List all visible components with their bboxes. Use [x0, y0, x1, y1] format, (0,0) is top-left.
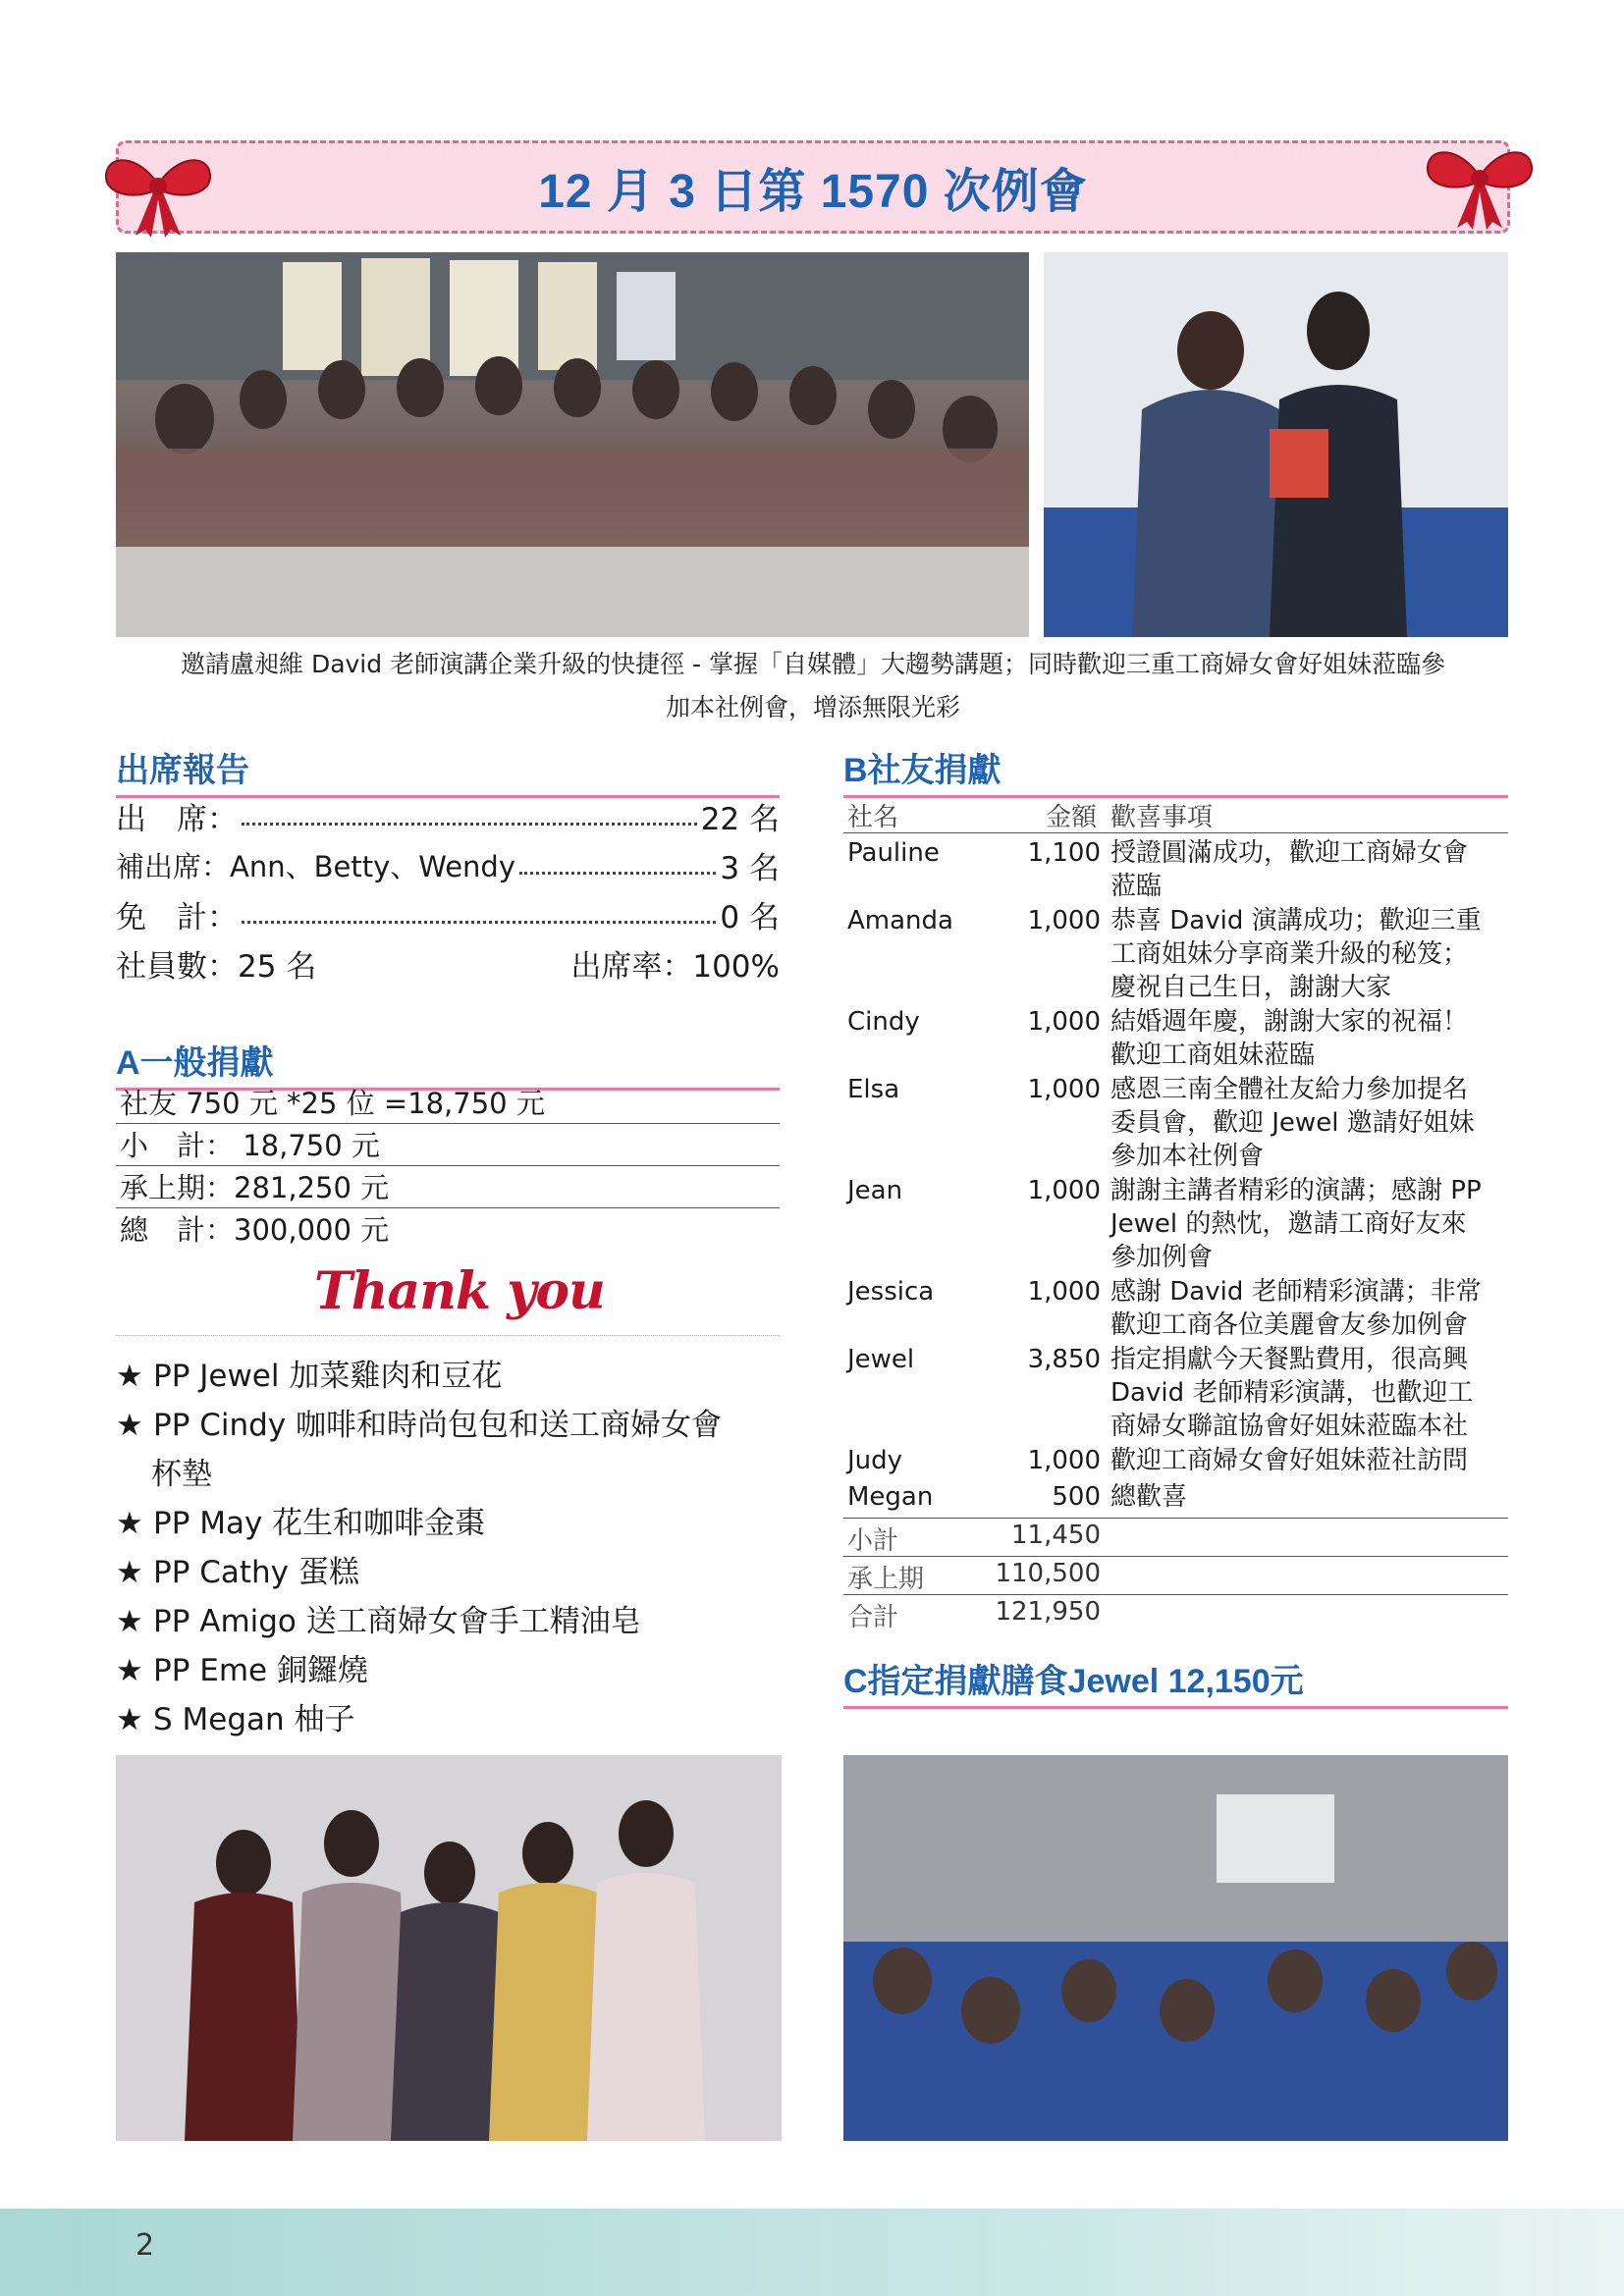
donation-note — [1110, 1005, 1513, 1072]
note-line: 參加例會 — [1110, 1243, 1214, 1272]
member-name: Jessica — [847, 1277, 935, 1307]
member-name: Jean — [847, 1176, 903, 1205]
attendance-makeup-row — [116, 842, 780, 887]
star-icon: ★ — [116, 1702, 143, 1737]
attendance-exempt-row — [116, 891, 780, 936]
general-donation-row: 承上期：281,250 元 — [116, 1167, 780, 1208]
divider — [116, 1335, 780, 1336]
note-line: 慶祝自己生日，謝謝大家 — [1110, 973, 1392, 1002]
member-name: Amanda — [847, 906, 953, 935]
member-donation-heading: B社友捐獻 — [843, 743, 1508, 798]
subtotal-label: 小計 — [847, 1526, 899, 1556]
note-line: 商婦女聯誼協會好姐妹蒞臨本社 — [1110, 1412, 1469, 1441]
donation-amount: 1,100 — [1027, 838, 1101, 868]
general-donation-heading: A一般捐獻 — [116, 1036, 780, 1091]
attendance-rate: 出席率：100% — [570, 948, 780, 985]
general-donation-row: 社友 750 元 *25 位 =18,750 元 — [116, 1083, 780, 1124]
exempt-value: 0 名 — [720, 899, 780, 935]
attendance-present-row — [116, 793, 780, 838]
column-header: 社名 — [847, 803, 899, 832]
designated-donation-heading: C指定捐獻膳食Jewel 12,150元 — [843, 1654, 1508, 1709]
attendance-heading: 出席報告 — [116, 743, 780, 798]
member-name: Megan — [847, 1482, 934, 1512]
note-line: 工商姐妹分享商業升級的秘笈； — [1110, 939, 1469, 969]
note-line: 授證圓滿成功，歡迎工商婦女會 — [1110, 838, 1469, 868]
note-line: 歡迎工商姐妹蒞臨 — [1110, 1041, 1316, 1070]
list-item-text: PP Amigo 送工商婦女會手工精油皂 — [153, 1604, 641, 1639]
list-item — [116, 1646, 784, 1695]
note-line: 歡迎工商婦女會好姐妹蒞社訪問 — [1110, 1446, 1469, 1475]
list-item-text: PP Cindy 咖啡和時尚包包和送工商婦女會 — [153, 1408, 723, 1443]
ribbon-bow-icon — [100, 145, 216, 240]
total-label: 合計 — [847, 1603, 899, 1632]
list-item-text: PP May 花生和咖啡金棗 — [153, 1506, 486, 1541]
donation-amount: 500 — [1052, 1482, 1101, 1512]
list-item-text: 杯墊 — [151, 1457, 212, 1492]
list-item — [116, 1695, 784, 1744]
present-label: 出 席： — [116, 801, 238, 837]
member-name: Judy — [847, 1446, 903, 1475]
present-value: 22 名 — [700, 801, 780, 837]
list-item — [116, 1499, 784, 1548]
star-icon: ★ — [116, 1555, 143, 1590]
star-icon: ★ — [116, 1604, 143, 1639]
previous-label: 承上期 — [847, 1565, 925, 1594]
exempt-label: 免 計： — [116, 899, 238, 935]
thank-you-script: Thank you — [314, 1261, 605, 1321]
member-name: Elsa — [847, 1075, 900, 1104]
caption-line: 邀請盧昶維 David 老師演講企業升級的快捷徑 - 掌握「自媒體」大趨勢講題；同時歡迎三重工商婦女會好姐妹蒞臨參 — [181, 650, 1445, 678]
member-name: Cindy — [847, 1007, 920, 1037]
note-line: 感恩三南全體社友給力參加提名 — [1110, 1075, 1469, 1104]
meeting-room-photo — [843, 1755, 1508, 2141]
column-header: 歡喜事項 — [1110, 803, 1214, 832]
note-line: 結婚週年慶，謝謝大家的祝福！ — [1110, 1007, 1469, 1037]
donation-amount: 1,000 — [1027, 1277, 1101, 1307]
donation-amount: 1,000 — [1027, 1176, 1101, 1205]
note-line: 委員會，歡迎 Jewel 邀請好姐妹 — [1110, 1108, 1475, 1138]
note-line: 總歡喜 — [1110, 1482, 1188, 1512]
list-item-text: PP Eme 銅鑼燒 — [153, 1653, 368, 1688]
total-row — [843, 1594, 1508, 1632]
donation-amount: 1,000 — [1027, 1446, 1101, 1475]
note-line: 感謝 David 老師精彩演講；非常 — [1110, 1277, 1482, 1307]
total-value: 121,950 — [995, 1597, 1101, 1627]
donation-note — [1110, 904, 1513, 1004]
donation-amount: 1,000 — [1027, 1075, 1101, 1104]
member-name: Jewel — [847, 1345, 915, 1374]
donation-note — [1110, 1444, 1513, 1477]
list-item — [116, 1401, 784, 1499]
makeup-label: 補出席：Ann、Betty、Wendy — [116, 849, 516, 883]
donation-amount: 1,000 — [1027, 1007, 1101, 1037]
donation-note — [1110, 1073, 1513, 1173]
column-header: 金額 — [1046, 803, 1098, 832]
donation-note — [1110, 836, 1513, 903]
note-line: 恭喜 David 演講成功；歡迎三重 — [1110, 906, 1482, 935]
donation-note — [1110, 1174, 1513, 1274]
donation-note — [1110, 1343, 1513, 1443]
member-count: 社員數：25 名 — [116, 948, 317, 985]
donation-note — [1110, 1275, 1513, 1342]
note-line: 指定捐獻今天餐點費用，很高興 — [1110, 1345, 1469, 1374]
previous-row — [843, 1556, 1508, 1594]
subtotal-value: 11,450 — [1011, 1521, 1101, 1550]
ribbon-bow-icon — [1422, 137, 1538, 232]
leader-dots — [519, 856, 716, 875]
member-name: Pauline — [847, 838, 940, 868]
page-title: 12 月 3 日第 1570 次例會 — [538, 166, 1088, 218]
page-number: 2 — [135, 2228, 155, 2263]
note-line: 參加本社例會 — [1110, 1142, 1265, 1171]
makeup-value: 3 名 — [720, 850, 780, 886]
list-item — [116, 1548, 784, 1597]
group-photo — [116, 252, 1029, 637]
note-line: Jewel 的熱忱，邀請工商好友來 — [1110, 1209, 1467, 1239]
note-line: 歡迎工商各位美麗會友參加例會 — [1110, 1310, 1469, 1340]
list-item-text: PP Cathy 蛋糕 — [153, 1555, 359, 1590]
caption-line: 加本社例會，增添無限光彩 — [665, 693, 960, 721]
subtotal-row — [843, 1518, 1508, 1556]
leader-dots — [242, 905, 716, 924]
star-icon: ★ — [116, 1506, 143, 1541]
table-header — [843, 793, 1508, 833]
leader-dots — [242, 807, 697, 826]
general-donation-row: 小 計： 18,750 元 — [116, 1125, 780, 1166]
title-banner — [116, 140, 1510, 234]
footer-band — [0, 2209, 1624, 2296]
list-item — [116, 1352, 784, 1401]
star-icon: ★ — [116, 1408, 143, 1443]
donation-amount: 1,000 — [1027, 906, 1101, 935]
list-item — [116, 1597, 784, 1646]
star-icon: ★ — [116, 1359, 143, 1394]
list-item-text: S Megan 柚子 — [153, 1702, 355, 1737]
general-donation-row: 總 計：300,000 元 — [120, 1213, 390, 1247]
note-line: 蒞臨 — [1110, 872, 1163, 901]
list-item-text: PP Jewel 加菜雞肉和豆花 — [153, 1359, 503, 1394]
note-line: David 老師精彩演講，也歡迎工 — [1110, 1378, 1474, 1408]
guest-speaker-photo — [1044, 252, 1508, 637]
previous-value: 110,500 — [995, 1559, 1101, 1588]
attendance-summary-row — [116, 940, 780, 986]
members-photo — [116, 1755, 782, 2141]
star-icon: ★ — [116, 1653, 143, 1688]
photo-caption — [116, 643, 1510, 729]
donation-amount: 3,850 — [1027, 1345, 1101, 1374]
donation-note — [1110, 1480, 1513, 1514]
note-line: 謝謝主講者精彩的演講；感謝 PP — [1110, 1176, 1482, 1205]
